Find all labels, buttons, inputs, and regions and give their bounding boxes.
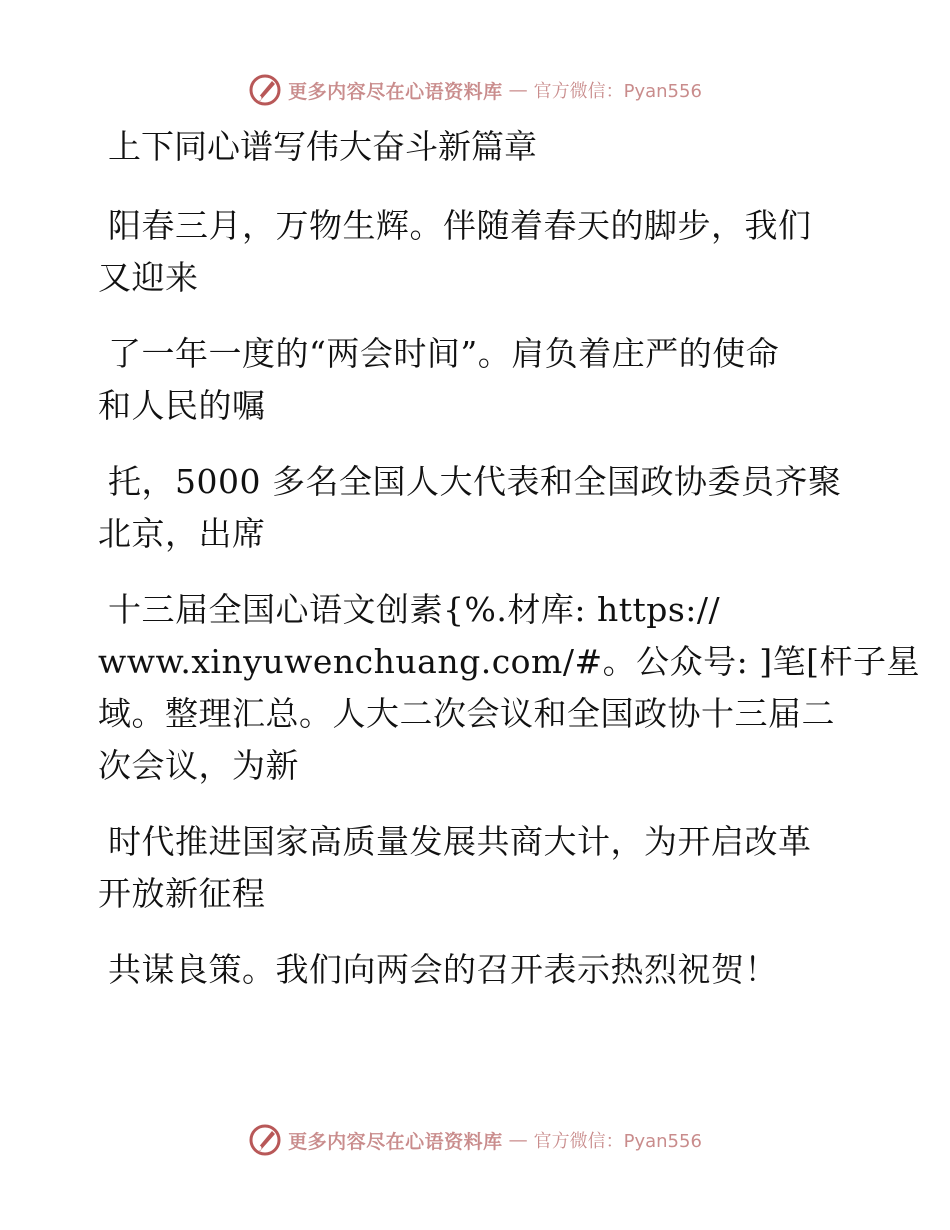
banner-wechat-text: 官方微信：Pyan556 xyxy=(533,1131,702,1152)
paragraph xyxy=(98,944,858,996)
paragraph-line: 共谋良策。我们向两会的召开表示热烈祝贺！ xyxy=(108,950,778,989)
document-body xyxy=(98,122,920,1020)
paragraph-line: 又迎来 xyxy=(98,258,199,297)
paragraph-line: 十三届全国心语文创素{%.材库: https:// xyxy=(108,590,721,629)
paragraph-line: 托，5000 多名全国人大代表和全国政协委员齐聚 xyxy=(108,462,842,501)
paragraph xyxy=(98,456,858,560)
banner-dash: — xyxy=(508,1129,528,1151)
banner-site-text: 更多内容尽在心语资料库 xyxy=(288,80,503,103)
quill-pen-logo-icon xyxy=(248,1123,282,1157)
paragraph xyxy=(98,200,858,304)
paragraph-line: 时代推进国家高质量发展共商大计，为开启改革 xyxy=(108,822,812,861)
paragraph xyxy=(98,816,858,920)
paragraph-line: www.xinyuwenchuang.com/#。公众号: ]笔[杆子星 xyxy=(98,642,920,681)
paragraph-line: 次会议，为新 xyxy=(98,746,299,785)
paragraph-line: 北京，出席 xyxy=(98,514,266,553)
paragraph-line: 阳春三月，万物生辉。伴随着春天的脚步，我们 xyxy=(108,206,812,245)
paragraph xyxy=(98,328,858,432)
document-title: 上下同心谱写伟大奋斗新篇章 xyxy=(108,127,537,166)
paragraph-line: 开放新征程 xyxy=(98,874,266,913)
banner-dash: — xyxy=(508,79,528,101)
banner-site-text: 更多内容尽在心语资料库 xyxy=(288,1130,503,1153)
quill-pen-logo-icon xyxy=(248,73,282,107)
banner-wechat-text: 官方微信：Pyan556 xyxy=(533,81,702,102)
paragraph-line: 域。整理汇总。人大二次会议和全国政协十三届二 xyxy=(98,694,835,733)
header-banner xyxy=(0,70,950,110)
paragraph-line: 和人民的嘱 xyxy=(98,386,266,425)
paragraph-line: 了一年一度的“两会时间”。肩负着庄严的使命 xyxy=(108,334,780,373)
footer-banner xyxy=(0,1120,950,1160)
paragraph xyxy=(98,584,920,792)
